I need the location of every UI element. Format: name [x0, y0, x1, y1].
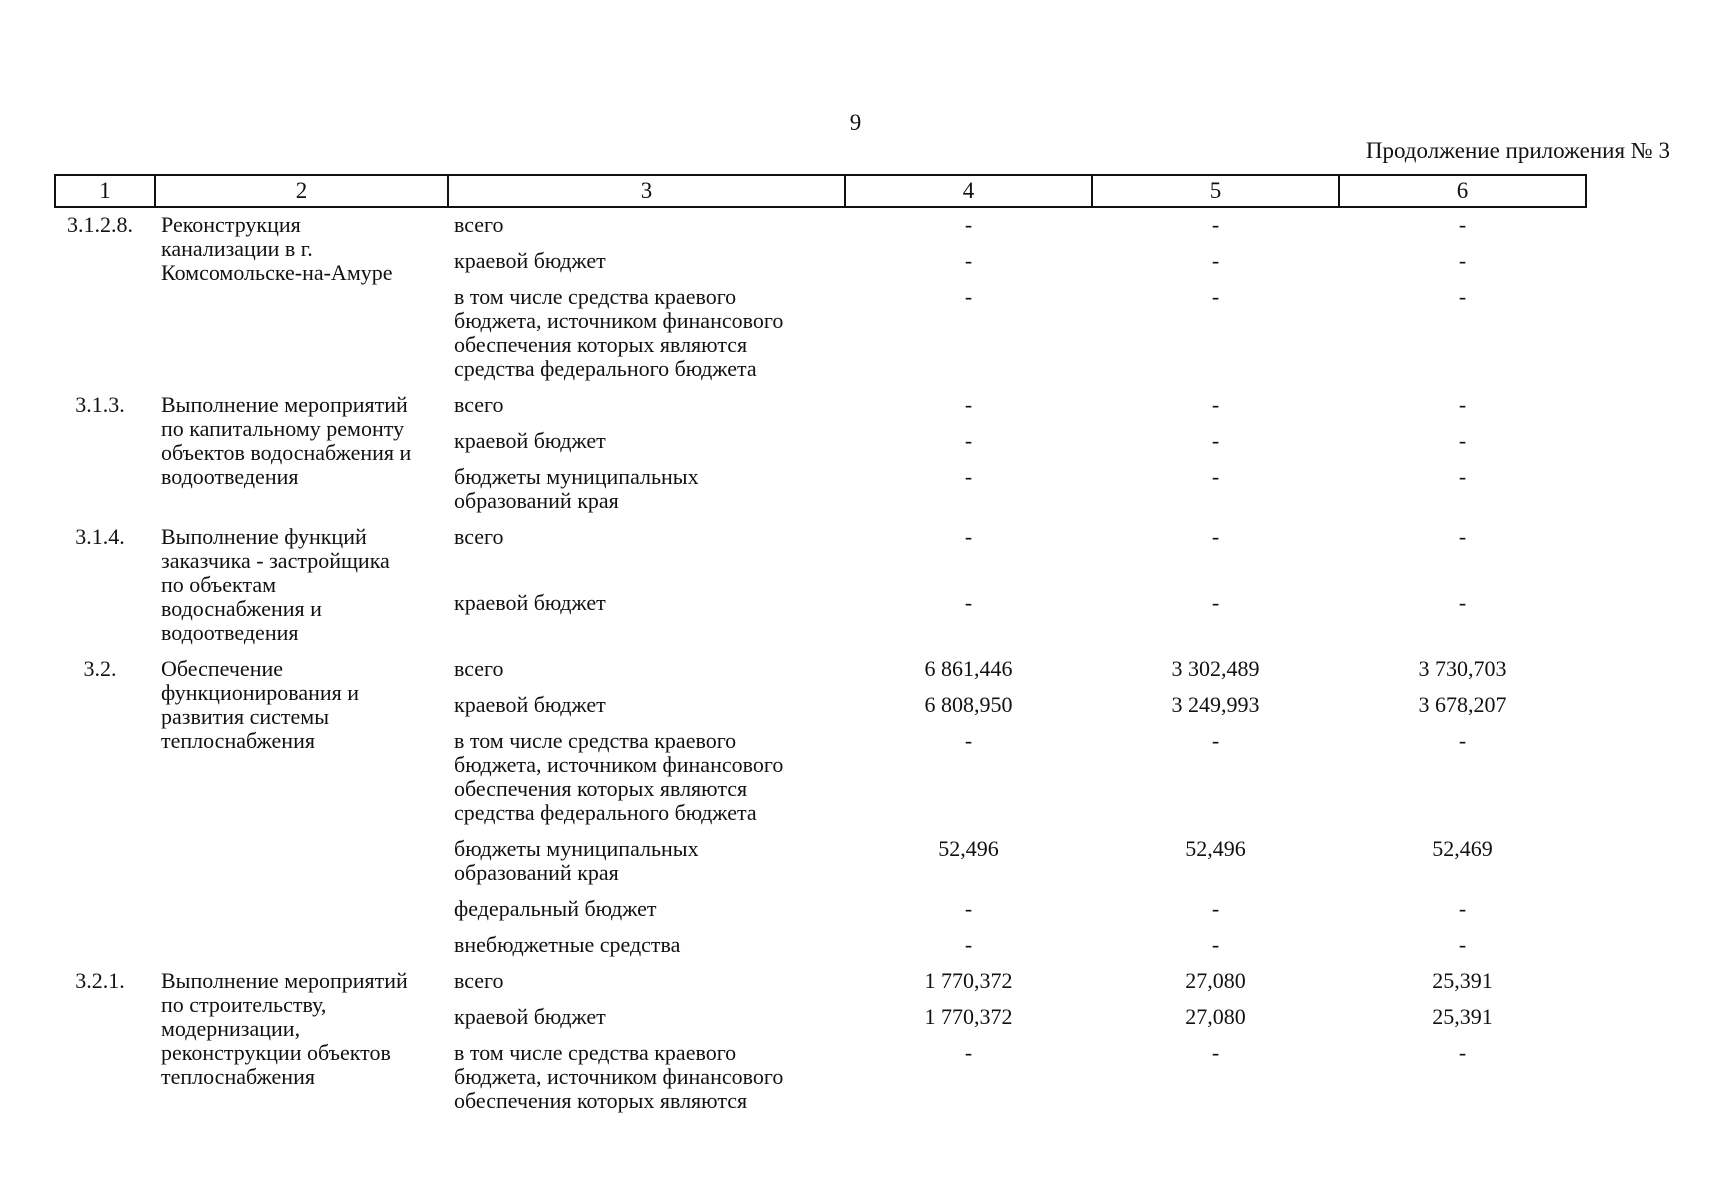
value-cell-col4	[845, 652, 1092, 688]
column-header-5: 5	[1092, 175, 1339, 207]
value-cell-col4	[845, 688, 1092, 724]
value-text: -	[964, 524, 973, 549]
value-text: -	[1458, 524, 1467, 549]
item-title-line: водоотведения	[161, 464, 299, 489]
value-cell-col4	[845, 832, 1092, 892]
value-text: 1 770,372	[924, 968, 1013, 993]
value-text: -	[1458, 212, 1467, 237]
value-cell-col5	[1092, 586, 1339, 652]
item-title	[155, 652, 448, 964]
funding-source	[448, 892, 845, 928]
value-text: 52,496	[938, 836, 999, 861]
funding-source-line: обеспечения которых являются	[454, 1088, 748, 1113]
value-text: 3 302,489	[1171, 656, 1260, 681]
value-cell-col4	[845, 928, 1092, 964]
funding-source	[448, 520, 845, 586]
value-text: -	[1458, 728, 1467, 753]
value-cell-col6	[1339, 207, 1586, 244]
value-text: -	[1211, 728, 1220, 753]
funding-source-line: бюджеты муниципальных	[454, 836, 699, 861]
value-text: -	[964, 428, 973, 453]
value-cell-col4	[845, 724, 1092, 832]
item-title-line: развития системы	[161, 704, 330, 729]
item-number	[55, 207, 155, 388]
value-text: -	[1458, 932, 1467, 957]
value-text: 25,391	[1432, 1004, 1493, 1029]
value-text: -	[1458, 590, 1467, 615]
item-number	[55, 652, 155, 964]
funding-source-line: бюджета, источником финансового	[454, 308, 784, 333]
value-cell-col6	[1339, 1000, 1586, 1036]
funding-source	[448, 928, 845, 964]
value-cell-col6	[1339, 688, 1586, 724]
value-cell-col5	[1092, 724, 1339, 832]
value-cell-col5	[1092, 928, 1339, 964]
funding-source-line: всего	[454, 524, 504, 549]
value-text: -	[964, 284, 973, 309]
value-cell-col4	[845, 892, 1092, 928]
item-title-line: Выполнение функций	[161, 524, 367, 549]
value-cell-col4	[845, 388, 1092, 424]
item-title	[155, 207, 448, 388]
header-row	[55, 175, 1586, 207]
value-text: -	[1458, 392, 1467, 417]
funding-source	[448, 280, 845, 388]
value-cell-col6	[1339, 388, 1586, 424]
value-text: 52,496	[1185, 836, 1246, 861]
value-cell-col6	[1339, 652, 1586, 688]
item-title-line: водоотведения	[161, 620, 299, 645]
funding-source-line: всего	[454, 212, 504, 237]
value-text: -	[1211, 524, 1220, 549]
budget-table	[54, 174, 1587, 1120]
value-cell-col5	[1092, 520, 1339, 586]
funding-source	[448, 652, 845, 688]
funding-source-line: средства федерального бюджета	[454, 800, 757, 825]
funding-source	[448, 724, 845, 832]
funding-source-line: краевой бюджет	[454, 692, 606, 717]
value-text: -	[1458, 464, 1467, 489]
item-title-line: заказчика - застройщика	[161, 548, 390, 573]
value-cell-col4	[845, 460, 1092, 520]
value-text: 3 249,993	[1171, 692, 1260, 717]
item-title-line: теплоснабжения	[161, 728, 315, 753]
item-title-line: канализации в г.	[161, 236, 313, 261]
value-text: -	[1211, 1040, 1220, 1065]
value-text: -	[1458, 284, 1467, 309]
item-title-line: по строительству,	[161, 992, 327, 1017]
value-text: -	[1211, 284, 1220, 309]
value-cell-col5	[1092, 424, 1339, 460]
value-cell-col5	[1092, 244, 1339, 280]
column-header-1: 1	[55, 175, 155, 207]
value-cell-col5	[1092, 892, 1339, 928]
item-number	[55, 388, 155, 520]
value-text: -	[964, 932, 973, 957]
funding-source-line: всего	[454, 968, 504, 993]
value-cell-col5	[1092, 1036, 1339, 1120]
value-cell-col4	[845, 207, 1092, 244]
funding-source-line: внебюджетные средства	[454, 932, 681, 957]
value-text: -	[1211, 896, 1220, 921]
value-text: -	[1211, 392, 1220, 417]
funding-source-line: краевой бюджет	[454, 248, 606, 273]
funding-source-line: бюджета, источником финансового	[454, 752, 784, 777]
value-text: -	[1458, 1040, 1467, 1065]
column-header-2: 2	[155, 175, 448, 207]
item-title-line: Комсомольске-на-Амуре	[161, 260, 393, 285]
column-header-4: 4	[845, 175, 1092, 207]
funding-source	[448, 388, 845, 424]
item-title-line: Выполнение мероприятий	[161, 392, 408, 417]
value-text: -	[1211, 590, 1220, 615]
value-cell-col4	[845, 280, 1092, 388]
value-text: 3 730,703	[1418, 656, 1507, 681]
value-text: 27,080	[1185, 968, 1246, 993]
value-cell-col5	[1092, 280, 1339, 388]
funding-source-line: всего	[454, 656, 504, 681]
value-cell-col6	[1339, 892, 1586, 928]
funding-source	[448, 244, 845, 280]
value-text: -	[1211, 248, 1220, 273]
item-number-text: 3.1.2.8.	[67, 212, 133, 237]
funding-source-line: обеспечения которых являются	[454, 332, 748, 357]
item-title-line: модернизации,	[161, 1016, 301, 1041]
page-number: 9	[849, 110, 862, 135]
funding-source	[448, 424, 845, 460]
item-title-line: Выполнение мероприятий	[161, 968, 408, 993]
value-text: -	[1458, 428, 1467, 453]
value-text: 25,391	[1432, 968, 1493, 993]
value-text: -	[964, 896, 973, 921]
value-cell-col4	[845, 1000, 1092, 1036]
value-cell-col6	[1339, 1036, 1586, 1120]
appendix-continuation-note: Продолжение приложения № 3	[1365, 138, 1670, 163]
value-text: -	[964, 248, 973, 273]
value-cell-col5	[1092, 460, 1339, 520]
value-text: -	[1211, 212, 1220, 237]
item-title	[155, 964, 448, 1120]
value-text: 6 861,446	[924, 656, 1013, 681]
value-text: 6 808,950	[924, 692, 1013, 717]
table-row	[55, 964, 1586, 1000]
funding-source-line: в том числе средства краевого	[454, 728, 737, 753]
value-cell-col4	[845, 244, 1092, 280]
table-header	[55, 175, 1586, 207]
funding-source	[448, 1000, 845, 1036]
item-title	[155, 520, 448, 652]
item-title-line: по капитальному ремонту	[161, 416, 405, 441]
funding-source-line: краевой бюджет	[454, 428, 606, 453]
funding-source-line: образований края	[454, 488, 619, 513]
value-cell-col5	[1092, 388, 1339, 424]
item-title-line: теплоснабжения	[161, 1064, 315, 1089]
table-row	[55, 207, 1586, 244]
table-row	[55, 520, 1586, 586]
item-number-text: 3.2.1.	[75, 968, 125, 993]
funding-source-line: средства федерального бюджета	[454, 356, 757, 381]
value-cell-col4	[845, 586, 1092, 652]
column-header-6: 6	[1339, 175, 1586, 207]
item-number-text: 3.2.	[83, 656, 117, 681]
item-number	[55, 964, 155, 1120]
funding-source-line: всего	[454, 392, 504, 417]
value-text: -	[964, 212, 973, 237]
value-text: -	[964, 590, 973, 615]
funding-source-line: федеральный бюджет	[454, 896, 657, 921]
value-cell-col4	[845, 964, 1092, 1000]
funding-source	[448, 1036, 845, 1120]
value-cell-col5	[1092, 832, 1339, 892]
value-cell-col6	[1339, 280, 1586, 388]
funding-source-line: краевой бюджет	[454, 590, 606, 615]
item-title	[155, 388, 448, 520]
value-cell-col6	[1339, 586, 1586, 652]
value-text: -	[964, 1040, 973, 1065]
value-text: 1 770,372	[924, 1004, 1013, 1029]
funding-source	[448, 460, 845, 520]
item-title-line: реконструкции объектов	[161, 1040, 391, 1065]
funding-source-line: краевой бюджет	[454, 1004, 606, 1029]
value-cell-col4	[845, 424, 1092, 460]
value-cell-col6	[1339, 832, 1586, 892]
item-title-line: функционирования и	[161, 680, 360, 705]
value-text: 27,080	[1185, 1004, 1246, 1029]
value-text: -	[1458, 896, 1467, 921]
value-text: -	[964, 392, 973, 417]
value-cell-col5	[1092, 652, 1339, 688]
funding-source-line: в том числе средства краевого	[454, 1040, 737, 1065]
funding-source-line: в том числе средства краевого	[454, 284, 737, 309]
value-cell-col6	[1339, 964, 1586, 1000]
item-title-line: Обеспечение	[161, 656, 283, 681]
value-cell-col6	[1339, 424, 1586, 460]
value-cell-col6	[1339, 928, 1586, 964]
table-row	[55, 652, 1586, 688]
funding-source-line: обеспечения которых являются	[454, 776, 748, 801]
funding-source	[448, 207, 845, 244]
value-cell-col6	[1339, 724, 1586, 832]
value-cell-col6	[1339, 460, 1586, 520]
value-text: -	[964, 464, 973, 489]
item-number	[55, 520, 155, 652]
funding-source-line: образований края	[454, 860, 619, 885]
column-header-3: 3	[448, 175, 845, 207]
value-text: -	[964, 728, 973, 753]
value-cell-col5	[1092, 207, 1339, 244]
funding-source	[448, 586, 845, 652]
value-cell-col4	[845, 520, 1092, 586]
value-cell-col6	[1339, 520, 1586, 586]
value-text: -	[1211, 428, 1220, 453]
value-text: -	[1458, 248, 1467, 273]
value-cell-col4	[845, 1036, 1092, 1120]
value-cell-col5	[1092, 964, 1339, 1000]
value-text: -	[1211, 932, 1220, 957]
item-title-line: объектов водоснабжения и	[161, 440, 412, 465]
item-title-line: водоснабжения и	[161, 596, 322, 621]
table-body	[55, 207, 1586, 1120]
value-text: -	[1211, 464, 1220, 489]
funding-source	[448, 688, 845, 724]
value-cell-col6	[1339, 244, 1586, 280]
funding-source-line: бюджеты муниципальных	[454, 464, 699, 489]
item-title-line: Реконструкция	[161, 212, 301, 237]
value-text: 52,469	[1432, 836, 1493, 861]
item-number-text: 3.1.4.	[75, 524, 125, 549]
item-number-text: 3.1.3.	[75, 392, 125, 417]
value-cell-col5	[1092, 688, 1339, 724]
item-title-line: по объектам	[161, 572, 277, 597]
value-text: 3 678,207	[1418, 692, 1507, 717]
funding-source	[448, 832, 845, 892]
funding-source-line: бюджета, источником финансового	[454, 1064, 784, 1089]
funding-source	[448, 964, 845, 1000]
value-cell-col5	[1092, 1000, 1339, 1036]
table-row	[55, 388, 1586, 424]
